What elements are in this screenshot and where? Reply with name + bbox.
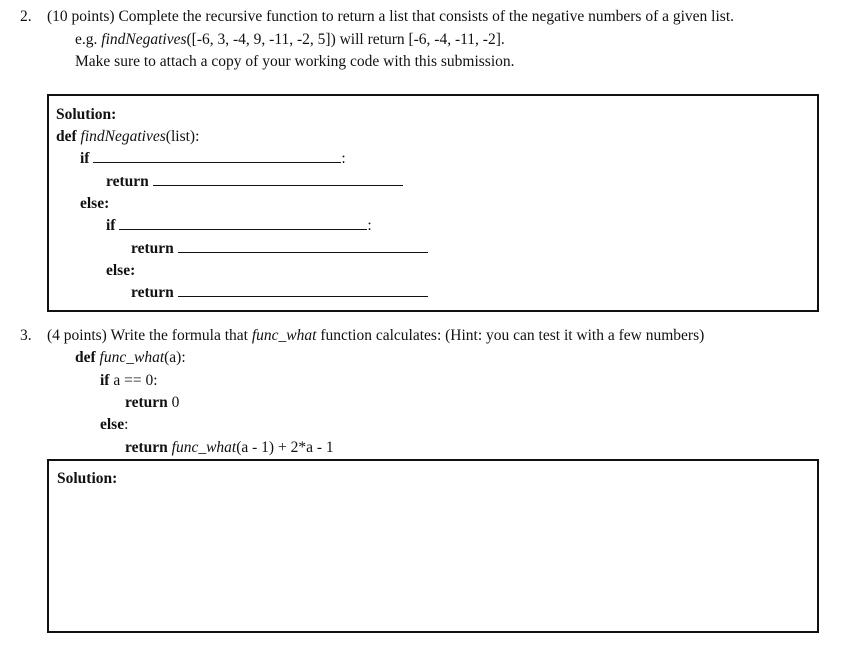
q2-note: Make sure to attach a copy of your working code with this submission. (75, 53, 515, 70)
q2-return-keyword-1: return (106, 173, 149, 190)
q3-else-colon: : (124, 416, 129, 433)
q2-return-keyword-3: return (131, 284, 174, 301)
q2-solution-box (47, 94, 819, 312)
q2-number: 2. (20, 8, 32, 25)
q3-prompt-after: function calculates: (Hint: you can test it with a few numbers) (316, 327, 705, 344)
q3-prompt-func: func_what (251, 327, 317, 344)
q2-else-line-2: else: (106, 262, 136, 279)
q2-example-prefix: e.g. (75, 31, 102, 48)
q3-recursive-expr: (a - 1) + 2*a - 1 (236, 439, 334, 456)
q3-if-condition: a == 0: (109, 372, 158, 389)
q2-def-keyword: def (56, 128, 81, 145)
q2-else-line-1: else: (80, 195, 110, 212)
q3-return-recursive-line (125, 439, 334, 457)
q3-def-keyword: def (75, 349, 100, 366)
q3-number: 3. (20, 327, 32, 344)
q3-def-line (75, 349, 186, 367)
q3-return-zero-line (125, 394, 179, 412)
q3-prompt-before: Write the formula that (106, 327, 252, 344)
q2-solution-label: Solution: (56, 106, 117, 123)
q2-inner-if-condition-blank[interactable] (119, 217, 367, 230)
q2-return-line-3 (131, 284, 428, 302)
q2-prompt (47, 8, 734, 26)
q3-if-line (100, 372, 158, 390)
q3-solution-label: Solution: (57, 470, 118, 487)
q2-func-name: findNegatives (80, 128, 166, 145)
q3-solution-box[interactable] (47, 459, 819, 633)
q3-points: (4 points) (47, 327, 107, 344)
q2-return-line-2 (131, 240, 428, 258)
q2-inner-if-colon: : (367, 217, 372, 234)
q2-return-blank-2[interactable] (178, 240, 428, 253)
q2-return-blank-1[interactable] (153, 173, 403, 186)
q2-if-colon: : (341, 150, 346, 167)
q2-points: (10 points) (47, 8, 115, 25)
q2-if-line (80, 150, 346, 168)
q2-example-func: findNegatives (101, 31, 187, 48)
q2-if-keyword: if (80, 150, 90, 167)
q3-return-keyword-2: return (125, 439, 168, 456)
q3-func-name: func_what (99, 349, 165, 366)
q2-return-line-1 (106, 173, 403, 191)
q2-prompt-text: Complete the recursive function to return a list that consists of the negative numbers of a given list. (114, 8, 735, 25)
q3-if-keyword: if (100, 372, 110, 389)
q3-return-zero: 0 (167, 394, 180, 411)
q2-example (75, 31, 505, 49)
q2-inner-if-keyword: if (106, 217, 116, 234)
q2-inner-if-line (106, 217, 372, 235)
q2-return-keyword-2: return (131, 240, 174, 257)
q2-def-line (56, 128, 199, 146)
q3-params: (a): (164, 349, 186, 366)
q3-else-line (100, 416, 128, 434)
q2-return-blank-3[interactable] (178, 284, 428, 297)
q2-if-condition-blank[interactable] (93, 150, 341, 163)
q3-recursive-func: func_what (171, 439, 237, 456)
q3-return-keyword-1: return (125, 394, 168, 411)
q2-params: (list): (165, 128, 200, 145)
q3-else-keyword: else (100, 416, 125, 433)
q3-prompt (47, 327, 704, 345)
q2-example-args: ([-6, 3, -4, 9, -11, -2, 5]) will return [-6, -4, -11, -2]. (186, 31, 505, 48)
